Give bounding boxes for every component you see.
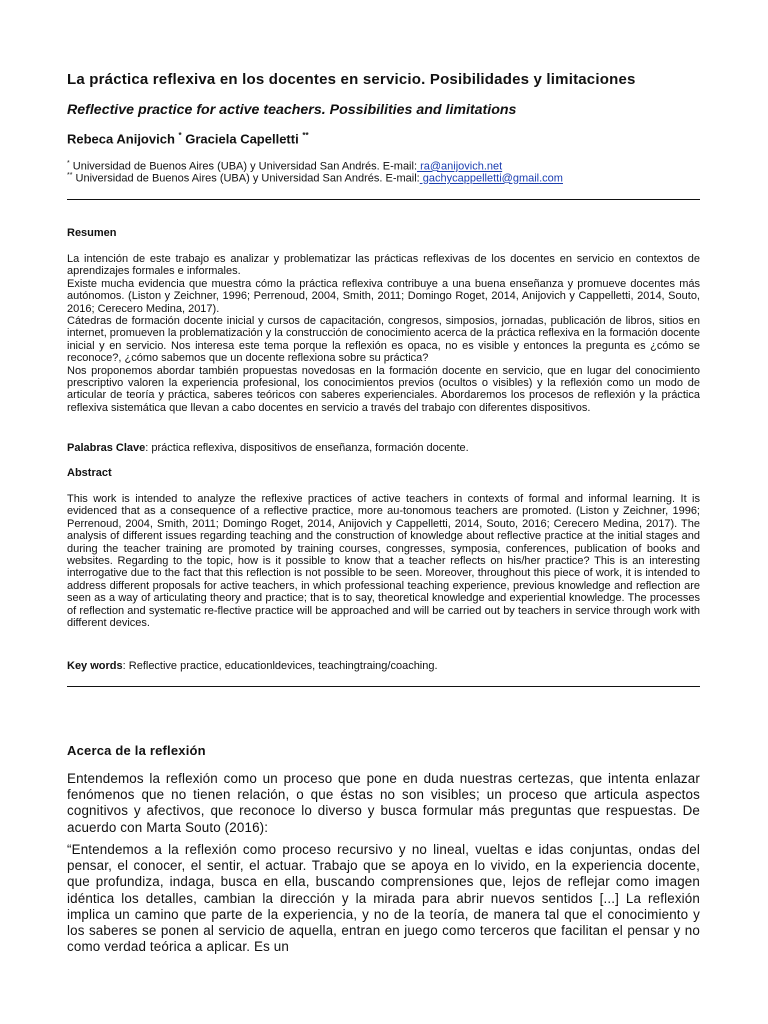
author-name: Graciela Capelletti	[185, 131, 299, 147]
email-link[interactable]: gachycappelletti@gmail.com	[419, 172, 563, 185]
email-link[interactable]: ra@anijovich.net	[417, 160, 503, 173]
keywords-english	[67, 660, 438, 672]
paragraph-text: Entendemos la reflexión como un proceso que pone en duda nuestras certezas, que intenta enlazar fenómenos que no tienen relación, o que éstas no son visibles; un proceso que articula aspectos cognitivos y afectivos, que reconoce lo diverso y busca formular más preguntas que respuestas. De acuerdo con Marta Souto (2016):	[67, 771, 700, 835]
body-paragraph	[67, 771, 700, 836]
keywords-label: Palabras Clave	[67, 442, 146, 454]
keywords-text: : práctica reflexiva, dispositivos de enseñanza, formación docente.	[145, 442, 469, 454]
resumen-paragraph: Nos proponemos abordar también propuestas novedosas en la formación docente en servicio, que en lugar del conocimiento prescriptivo valoren la experiencia profesional, los conocimientos previos (ocultos o visibles) y la reflexión como un modo de articular de teoría y práctica, saberes teóricos con saberes experienciales. Abordaremos los procesos de reflexión y la práctica reflexiva sistemática que llevan a cabo docentes en servicio a través del trabajo con diferentes dispositivos.	[67, 364, 700, 414]
abstract-paragraph: This work is intended to analyze the reflexive practices of active teachers in contexts of formal and informal learning. It is evidenced that as a consequence of a reflective practice, more au-tonomous teachers are promoted. (Liston y Zeichner, 1996; Perrenoud, 2004, Smith, 2011; Domingo Roget, 2014, Anijovich y Cappelletti, 2014, Souto, 2016; Cerecero Medina, 2017). The analysis of different issues regarding teaching and the construction of knowledge about reflective practice at the initial stages and during the teacher training are promoted by training courses, congresses, symposia, conferences, publication of books and websites. Regarding to the topic, how is it possible to know that a teacher reflects on his/her practice? This is an interesting interrogative due to the fact that this reflection is not possible to be seen. Moreover, throughout this piece of work, it is intended to address different proposals for active teachers, in which professional teaching experience, previous knowledge and reflection are seen as a way of articulating theory and practice; that is to say, theoretical knowledge and experiential knowledge. The processes of reflection and systematic re-flective practice will be approached and will be carried out by teachers in service through work with different devices.	[67, 493, 700, 630]
abstract-heading: Abstract	[67, 467, 112, 479]
affiliation-text: Universidad de Buenos Aires (UBA) y Universidad San Andrés. E-mail:	[69, 160, 418, 173]
affiliation-mark: *	[67, 160, 70, 167]
paper-title: La práctica reflexiva en los docentes en servicio. Posibilidades y limitaciones	[67, 71, 636, 88]
affiliation-text: Universidad de Buenos Aires (UBA) y Universidad San Andrés. E-mail:	[72, 172, 420, 185]
resumen-heading: Resumen	[67, 227, 117, 239]
author-line	[67, 131, 309, 146]
affiliation-mark: **	[67, 172, 73, 179]
affiliation-line	[67, 172, 563, 185]
author-name: Rebeca Anijovich	[67, 131, 175, 147]
horizontal-divider	[67, 686, 700, 687]
quote-paragraph	[67, 842, 700, 955]
resumen-paragraph: Cátedras de formación docente inicial y cursos de capacitación, congresos, simposios, jornadas, publicación de libros, sitios en internet, promueven la problematización y la construcción de conocimiento acerca de la práctica reflexiva en la formación docente inicial y en servicio. Nos interesa este tema porque la reflexión es opaca, no es visible y entonces la pregunta es ¿cómo se reconoce?, ¿cómo sabemos que un docente reflexiona sobre su práctica?	[67, 315, 700, 365]
paper-subtitle-english: Reflective practice for active teachers. Possibilities and limitations	[67, 102, 517, 118]
author-footnote-mark: **	[302, 131, 309, 140]
keywords-label: Key words	[67, 660, 123, 672]
resumen-paragraph: Existe mucha evidencia que muestra cómo la práctica reflexiva contribuye a una buena enseñanza y promueve docentes más autónomos. (Liston y Zeichner, 1996; Perrenoud, 2004, Smith, 2011; Domingo Roget, 2014, Anijovich y Cappelletti, 2014, Souto, 2016; Cerecero Medina, 2017).	[67, 277, 700, 315]
section-heading: Acerca de la reflexión	[67, 743, 206, 758]
horizontal-divider	[67, 199, 700, 200]
affiliation-line	[67, 160, 502, 173]
keywords-text: : Reflective practice, educationldevices, teachingtraing/coaching.	[122, 660, 438, 672]
keywords-spanish	[67, 442, 469, 454]
author-footnote-mark: *	[178, 131, 182, 140]
resumen-paragraph: La intención de este trabajo es analizar y problematizar las prácticas reflexivas de los docentes en servicio en contextos de aprendizajes formales e informales.	[67, 253, 700, 278]
resumen-body	[67, 253, 700, 414]
abstract-body	[67, 493, 700, 629]
paragraph-text: “Entendemos a la reflexión como proceso recursivo y no lineal, vueltas e idas conjuntas, ondas del pensar, el conocer, el sentir, el actuar. Trabajo que se apoya en lo vivido, en la experiencia docente, que profundiza, indaga, busca en ella, buscando comprensiones que, lejos de reflejar como imagen idéntica los detalles, cambian la dirección y la mirada para abrir nuevos sentidos [...] La reflexión implica un camino que parte de la experiencia, y no de la teoría, de manera tal que el conocimiento y los saberes se ponen al servicio de aquella, entran en juego como terceros que facilitan el pensar y no como verdad teórica a aplicar. Es un	[67, 842, 700, 955]
